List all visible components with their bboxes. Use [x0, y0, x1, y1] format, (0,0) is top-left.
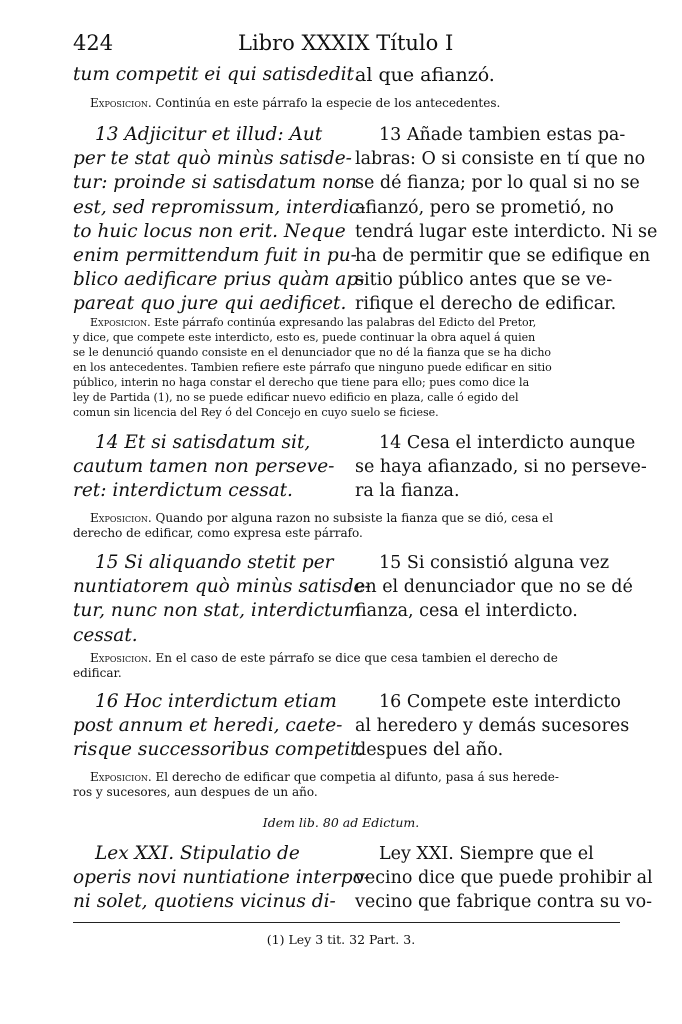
spanish-line: 16 Compete este interdicto: [379, 692, 621, 712]
latin-line: cessat.: [73, 624, 138, 646]
latin-line: blico aedificare prius quàm ap-: [73, 269, 365, 291]
exposicion-line: y dice, que compete este interdicto, esto es, puede continuar la obra aquel á quien: [73, 331, 536, 344]
exposicion-line: edificar.: [73, 666, 122, 680]
spanish-line: rifique el derecho de edificar.: [355, 294, 617, 315]
latin-line: 13 Adjicitur et illud: Aut: [95, 124, 323, 145]
latin-line: 15 Si aliquando stetit per: [95, 552, 334, 573]
running-title: Libro XXXIX Título I: [238, 31, 454, 55]
exposicion-line: público, interin no haga constar el derecho que tiene para ello; pues como dice la: [73, 376, 530, 389]
spanish-line: fianza, cesa el interdicto.: [355, 601, 578, 622]
latin-line: ni solet, quotiens vicinus di-: [73, 891, 336, 913]
exposicion-line: [73, 770, 613, 785]
exposicion-text: Quando por alguna razon no subsiste la fianza que se dió, cesa el: [155, 511, 554, 525]
section-14-latin: [73, 431, 333, 504]
latin-line: est, sed repromissum, interdic-: [73, 196, 366, 218]
spanish-line: ha de permitir que se edifique en: [355, 246, 651, 267]
footnote: (1) Ley 3 tit. 32 Part. 3.: [266, 932, 416, 947]
spanish-line: vecino que fabrique contra su vo-: [355, 892, 653, 913]
footnote-rule: [73, 922, 620, 923]
latin-line: Lex XXI. Stipulatio de: [95, 843, 300, 864]
section-16-exposicion: [73, 770, 613, 800]
section-13-latin: [73, 123, 366, 317]
source-note: Idem lib. 80 ad Edictum.: [262, 815, 420, 830]
latin-line: 14 Et si satisdatum sit,: [95, 432, 311, 453]
latin-line: operis novi nuntiatione interpo-: [73, 867, 371, 889]
exposicion-line: ros y sucesores, aun despues de un año.: [73, 785, 318, 799]
latin-line: per te stat quò minùs satisde-: [73, 148, 352, 170]
section-14-spanish: [355, 431, 647, 504]
exposicion-label: Exposicion.: [90, 770, 152, 784]
page-number: 424: [73, 31, 114, 55]
exposicion-label: Exposicion.: [90, 651, 152, 665]
spanish-line: ra la fianza.: [355, 481, 460, 502]
spanish-line: labras: O si consiste en tí que no: [355, 149, 646, 170]
latin-line: risque successoribus competit.: [73, 739, 364, 761]
section-14-exposicion: [73, 511, 613, 541]
section-15-exposicion: [73, 651, 613, 681]
exposicion-line: ley de Partida (1), no se puede edificar nuevo edificio en plaza, calle ó egido del: [73, 391, 519, 404]
exposicion-line: se le denunció quando consiste en el denunciador que no dé la fianza que se ha dicho: [73, 346, 552, 359]
latin-line: cautum tamen non perseve-: [73, 456, 335, 478]
exposicion-line: [73, 315, 613, 330]
latin-line: pareat quo jure qui aedificet.: [73, 293, 347, 315]
exposicion-text: En el caso de este párrafo se dice que cesa tambien el derecho de: [155, 651, 558, 665]
exposicion-line: [73, 651, 613, 666]
spanish-line: despues del año.: [355, 740, 504, 761]
exposicion-line: derecho de edificar, como expresa este párrafo.: [73, 526, 363, 540]
section-15-latin: [73, 551, 371, 648]
spanish-line: afianzó, pero se prometió, no: [355, 197, 614, 218]
spanish-line: al heredero y demás sucesores: [355, 716, 630, 737]
exposicion-text: El derecho de edificar que competia al difunto, pasa á sus herede-: [155, 770, 559, 784]
section-13-spanish: [355, 123, 658, 317]
spanish-line: 14 Cesa el interdicto aunque: [379, 433, 636, 453]
spanish-line: Ley XXI. Siempre que el: [379, 844, 594, 864]
carryover-spanish: al que afianzó.: [355, 64, 495, 86]
latin-line: to huic locus non erit. Neque: [73, 220, 346, 242]
spanish-line: sitio público antes que se ve-: [355, 270, 613, 291]
latin-line: enim permittendum fuit in pu-: [73, 245, 357, 267]
exposicion-text: Continúa en este párrafo la especie de los antecedentes.: [155, 96, 501, 110]
latin-line: tur, nunc non stat, interdictum: [73, 600, 361, 622]
exposicion-line: comun sin licencia del Rey ó del Concejo en cuyo suelo se ficiese.: [73, 406, 439, 419]
section-16-latin: [73, 690, 364, 763]
exposicion-line: [73, 511, 613, 526]
latin-line: tur: proinde si satisdatum non: [73, 172, 357, 194]
exposicion-label: Exposicion.: [90, 511, 152, 525]
section-13-exposicion: [73, 315, 613, 420]
lex-21-latin: [73, 842, 371, 915]
latin-line: 16 Hoc interdictum etiam: [95, 691, 337, 712]
lex-21-spanish: [355, 842, 653, 915]
exposicion-line: en los antecedentes. Tambien refiere este párrafo que ninguno puede edificar en sitio: [73, 361, 552, 374]
exposicion-label: Exposicion.: [90, 96, 152, 110]
exposicion-text: Este párrafo continúa expresando las palabras del Edicto del Pretor,: [154, 316, 537, 329]
carryover-latin: tum competit ei qui satisdedit.: [73, 64, 360, 85]
spanish-line: 15 Si consistió alguna vez: [379, 553, 610, 573]
latin-line: ret: interdictum cessat.: [73, 480, 293, 502]
spanish-line: en el denunciador que no se dé: [355, 577, 633, 598]
latin-line: post annum et heredi, caete-: [73, 715, 343, 737]
section-16-spanish: [355, 690, 630, 763]
section-15-spanish: [355, 551, 633, 624]
spanish-line: 13 Añade tambien estas pa-: [379, 125, 626, 145]
spanish-line: tendrá lugar este interdicto. Ni se: [355, 221, 658, 242]
spanish-line: vecino dice que puede prohibir al: [355, 868, 653, 889]
exposicion-intro: [90, 96, 500, 111]
exposicion-label: Exposicion.: [90, 316, 151, 329]
latin-line: nuntiatorem quò minùs satisde-: [73, 576, 371, 598]
spanish-line: se haya afianzado, si no perseve-: [355, 457, 647, 478]
spanish-line: se dé fianza; por lo qual si no se: [355, 173, 640, 194]
